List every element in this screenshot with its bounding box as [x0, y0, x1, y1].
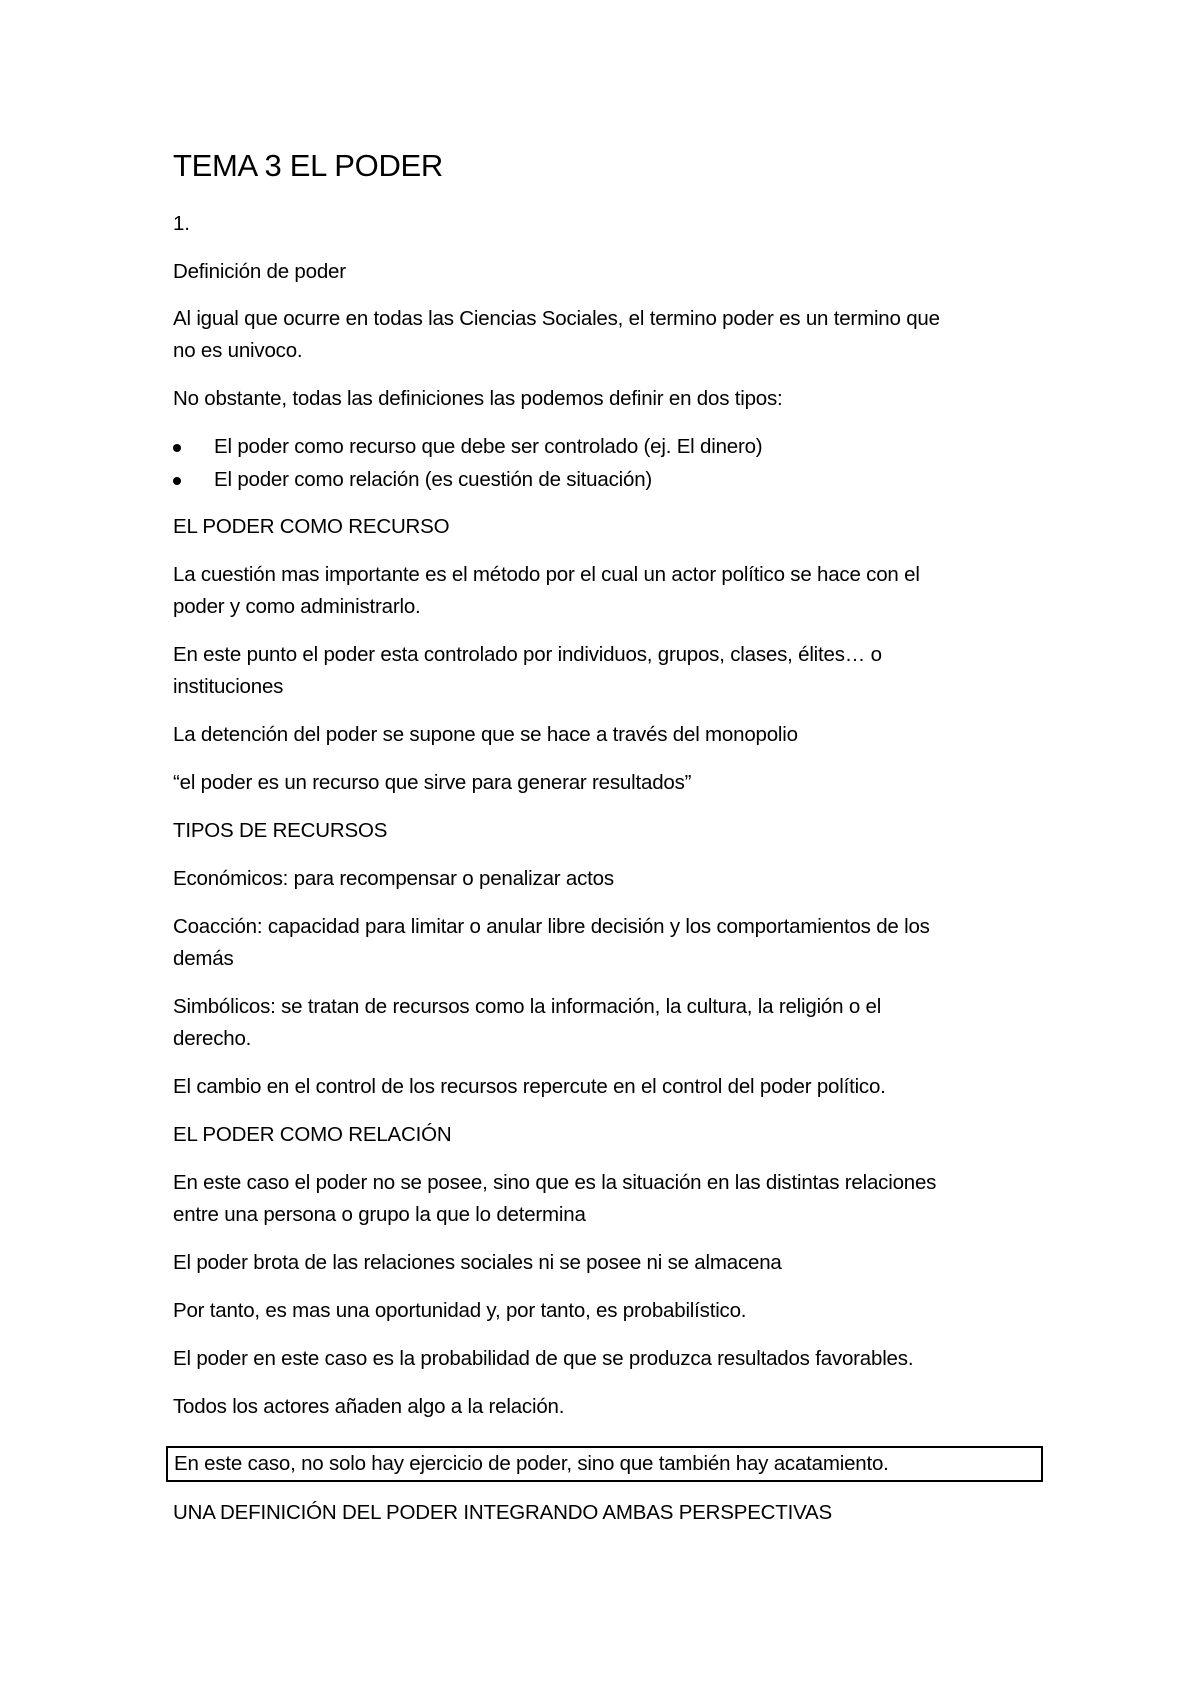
recurso-p1-line-1: La cuestión mas importante es el método por el cual un actor político se hace con el: [173, 563, 920, 586]
types-intro: No obstante, todas las definiciones las podemos definir en dos tipos:: [173, 387, 783, 410]
simbolicos-paragraph: [173, 991, 1043, 1055]
cambio-text: El cambio en el control de los recursos repercute en el control del poder político.: [173, 1075, 886, 1098]
relacion-paragraph-2: El poder brota de las relaciones sociales ni se posee ni se almacena: [173, 1251, 782, 1274]
recurso-paragraph-2: [173, 639, 1043, 703]
intro-line-1: Al igual que ocurre en todas las Ciencias Sociales, el termino poder es un termino que: [173, 307, 940, 330]
intro-line-2: no es univoco.: [173, 339, 303, 362]
recurso-p2-line-2: instituciones: [173, 675, 284, 698]
recurso-heading: EL PODER COMO RECURSO: [173, 515, 450, 538]
relacion-heading: EL PODER COMO RELACIÓN: [173, 1123, 452, 1146]
tipos-heading: TIPOS DE RECURSOS: [173, 819, 388, 842]
boxed-callout: [166, 1446, 1043, 1482]
recurso-paragraph-3: La detención del poder se supone que se hace a través del monopolio: [173, 723, 798, 746]
definition-heading: Definición de poder: [173, 260, 346, 283]
bullet-text: El poder como relación (es cuestión de situación): [214, 468, 653, 491]
recurso-p2-line-1: En este punto el poder esta controlado por individuos, grupos, clases, élites… o: [173, 643, 882, 666]
bullet-item: [214, 431, 762, 463]
relacion-paragraph-4: El poder en este caso es la probabilidad de que se produzca resultados favorables.: [173, 1347, 914, 1370]
simbolicos-line-2: derecho.: [173, 1027, 252, 1050]
coaccion-line-2: demás: [173, 947, 234, 970]
document-title: TEMA 3 EL PODER: [173, 148, 443, 183]
relacion-paragraph-3: Por tanto, es mas una oportunidad y, por tanto, es probabilístico.: [173, 1299, 747, 1322]
relacion-paragraph-1: [173, 1167, 1043, 1231]
recurso-paragraph-1: [173, 559, 1043, 623]
economicos-text: Económicos: para recompensar o penalizar actos: [173, 867, 614, 890]
bullet-item: [214, 464, 652, 496]
coaccion-line-1: Coacción: capacidad para limitar o anular libre decisión y los comportamientos de los: [173, 915, 930, 938]
recurso-quote: “el poder es un recurso que sirve para generar resultados”: [173, 771, 692, 794]
recurso-p1-line-2: poder y como administrarlo.: [173, 595, 421, 618]
coaccion-paragraph: [173, 911, 1043, 975]
relacion-paragraph-5: Todos los actores añaden algo a la relación.: [173, 1395, 565, 1418]
relacion-p1-line-2: entre una persona o grupo la que lo determina: [173, 1203, 586, 1226]
bullet-dot-icon: [173, 444, 181, 452]
bullet-dot-icon: [173, 477, 181, 485]
simbolicos-line-1: Simbólicos: se tratan de recursos como la información, la cultura, la religión o el: [173, 995, 882, 1018]
intro-paragraph: [173, 303, 1043, 367]
section-number: 1.: [173, 212, 190, 235]
relacion-p1-line-1: En este caso el poder no se posee, sino que es la situación en las distintas relaciones: [173, 1171, 937, 1194]
boxed-callout-text: En este caso, no solo hay ejercicio de poder, sino que también hay acatamiento.: [174, 1452, 889, 1475]
final-heading: UNA DEFINICIÓN DEL PODER INTEGRANDO AMBAS PERSPECTIVAS: [173, 1501, 832, 1524]
bullet-text: El poder como recurso que debe ser controlado (ej. El dinero): [214, 435, 763, 458]
